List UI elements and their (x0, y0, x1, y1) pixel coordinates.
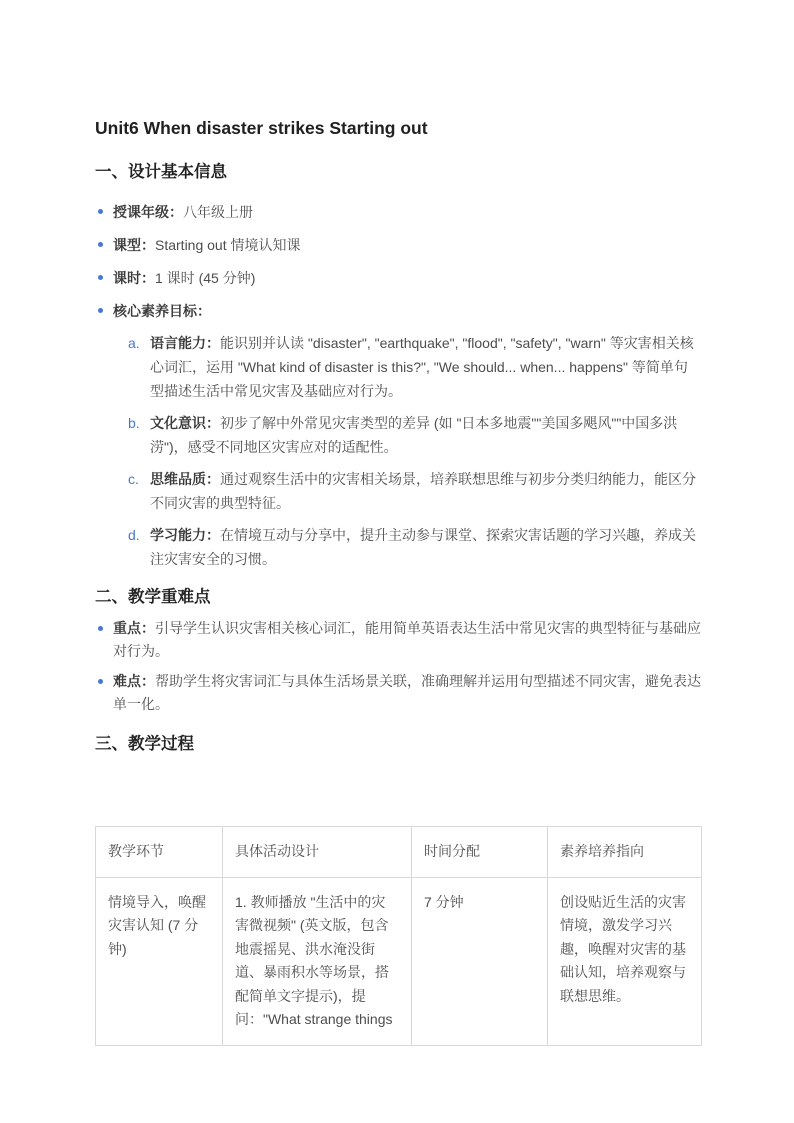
bullet-label: 难点： (113, 673, 155, 689)
sub-item-text: 能识别并认读 "disaster", "earthquake", "flood", "safety", "warn" 等灾害相关核心词汇，运用 "What kind of disaster is this?", "We should... when... happens" 等简单句型描述生活中常见灾害及基础应对行为。 (150, 335, 694, 399)
bullet-text: 1 课时 (45 分钟) (155, 270, 256, 286)
list-item-core-goals (95, 299, 701, 571)
sub-item-label: 文化意识： (150, 415, 220, 431)
cell-focus: 创设贴近生活的灾害情境，激发学习兴趣，唤醒对灾害的基础认知，培养观察与联想思维。 (548, 877, 702, 1045)
sub-item-culture (113, 411, 701, 459)
bullet-label: 核心素养目标： (113, 303, 211, 319)
table-header-row (96, 827, 702, 878)
bullet-text: Starting out 情境认知课 (155, 237, 301, 253)
bullet-icon (98, 242, 103, 247)
bullet-text: 帮助学生将灾害词汇与具体生活场景关联，准确理解并运用句型描述不同灾害，避免表达单一化。 (113, 673, 701, 712)
bullet-icon (98, 679, 103, 684)
sub-item-label: 学习能力： (150, 527, 220, 543)
sub-item-marker: b. (128, 415, 140, 431)
sub-item-text: 在情境互动与分享中，提升主动参与课堂、探索灾害话题的学习兴趣，养成关注灾害安全的习惯。 (150, 527, 696, 567)
bullet-text: 八年级上册 (183, 204, 253, 220)
sub-item-text: 初步了解中外常见灾害类型的差异 (如 "日本多地震""美国多飓风""中国多洪涝")，感受不同地区灾害应对的适配性。 (150, 415, 678, 455)
bullet-icon (98, 308, 103, 313)
sub-item-marker: c. (128, 471, 139, 487)
sub-item-text: 通过观察生活中的灾害相关场景，培养联想思维与初步分类归纳能力，能区分不同灾害的典型特征。 (150, 471, 696, 511)
document-content (95, 117, 701, 1046)
sub-item-marker: d. (128, 527, 140, 543)
list-item-key-point (95, 617, 701, 663)
sub-item-language (113, 331, 701, 403)
bullet-label: 课时： (113, 270, 155, 286)
table-header-focus: 素养培养指向 (548, 827, 702, 878)
bullet-label: 课型： (113, 237, 155, 253)
cell-stage: 情境导入，唤醒灾害认知 (7 分钟) (96, 877, 223, 1045)
section-heading-basic-info: 一、设计基本信息 (95, 163, 227, 181)
bullet-icon (98, 275, 103, 280)
table-row (96, 877, 702, 1045)
bullet-icon (98, 626, 103, 631)
table-header-time: 时间分配 (412, 827, 548, 878)
cell-activity: 1. 教师播放 "生活中的灾害微视频" (英文版，包含地震摇晃、洪水淹没街道、暴雨积水等场景，搭配简单文字提示)，提问："What strange things (223, 877, 412, 1045)
basic-info-list (95, 200, 701, 571)
table-header-stage: 教学环节 (96, 827, 223, 878)
core-goals-sublist (113, 331, 701, 571)
sub-item-label: 思维品质： (150, 471, 220, 487)
sub-item-thinking (113, 467, 701, 515)
teaching-process-table (95, 826, 702, 1046)
list-item-difficulty (95, 670, 701, 716)
sub-item-learning (113, 523, 701, 571)
page-title: Unit6 When disaster strikes Starting out (95, 118, 428, 138)
sub-item-marker: a. (128, 335, 140, 351)
table-header-activity: 具体活动设计 (223, 827, 412, 878)
bullet-label: 重点： (113, 620, 155, 636)
list-item-class-hours (95, 266, 701, 290)
section-heading-key-points: 二、教学重难点 (95, 588, 211, 606)
section-heading-process: 三、教学过程 (95, 735, 194, 753)
list-item-course-type (95, 233, 701, 257)
bullet-label: 授课年级： (113, 204, 183, 220)
bullet-icon (98, 209, 103, 214)
key-points-list (95, 617, 701, 716)
cell-time: 7 分钟 (412, 877, 548, 1045)
sub-item-label: 语言能力： (150, 335, 220, 351)
list-item-grade (95, 200, 701, 224)
bullet-text: 引导学生认识灾害相关核心词汇，能用简单英语表达生活中常见灾害的典型特征与基础应对行为。 (113, 620, 701, 659)
